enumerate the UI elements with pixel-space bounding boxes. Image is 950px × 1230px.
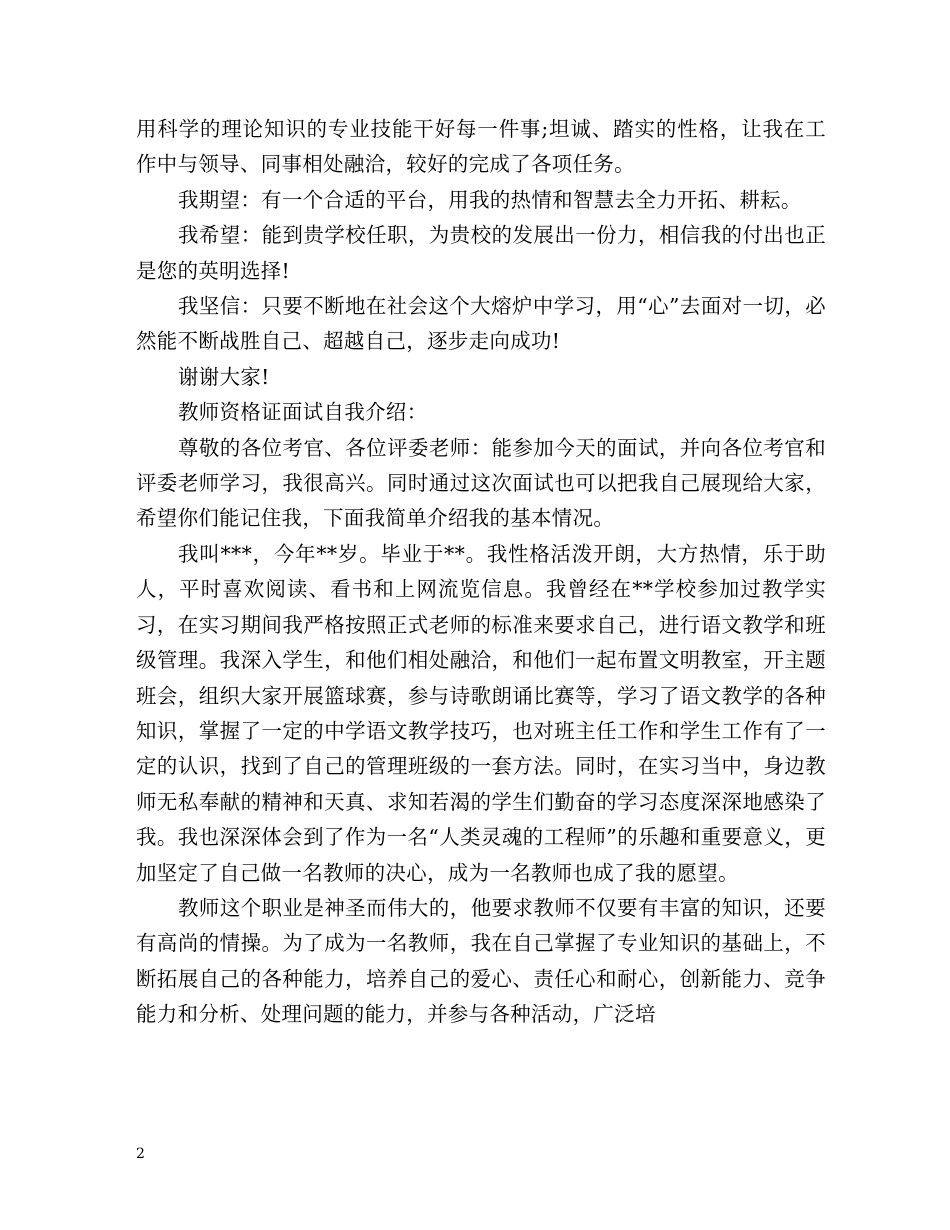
section-heading: 教师资格证面试自我介绍： [178, 400, 428, 425]
paragraph-8: 我叫***，今年**岁。毕业于**。我性格活泼开朗，大方热情，乐于助人，平时喜欢阅读、看书和上网流览信息。我曾经在**学校参加过教学实习，在实习期间我严格按照正式老师的标准来要求自己，进行语文教学和班级管理。我深入学生，和他们相处融洽，和他们一起布置文明教室，开主题班会，组织大家开展篮球赛，参与诗歌朗诵比赛等，学习了语文教学的各种知识，掌握了一定的中学语文教学技巧，也对班主任工作和学生工作有了一定的认识，找到了自己的管理班级的一套方法。同时，在实习当中，身边教师无私奉献的精神和天真、求知若渴的学生们勤奋的学习态度深深地感染了我。我也深深体会到了作为一名“人类灵魂的工程师”的乐趣和重要意义，更加坚定了自己做一名教师的决心，成为一名教师也成了我的愿望。 [136, 541, 826, 885]
paragraph-1: 用科学的理论知识的专业技能干好每一件事;坦诚、踏实的性格，让我在工作中与领导、同事相处融洽，较好的完成了各项任务。 [136, 117, 826, 177]
paragraph-3: 我希望：能到贵学校任职，为贵校的发展出一份力，相信我的付出也正是您的英明选择! [136, 223, 826, 283]
paragraph-7: 尊敬的各位考官、各位评委老师：能参加今天的面试，并向各位考官和评委老师学习，我很高兴。同时通过这次面试也可以把我自己展现给大家，希望你们能记住我，下面我简单介绍我的基本情况。 [136, 435, 826, 531]
paragraph-9: 教师这个职业是神圣而伟大的，他要求教师不仅要有丰富的知识，还要有高尚的情操。为了成为一名教师，我在自己掌握了专业知识的基础上，不断拓展自己的各种能力，培养自己的爱心、责任心和耐心，创新能力、竞争能力和分析、处理问题的能力，并参与各种活动，广泛培 [136, 895, 826, 1027]
paragraph-5: 谢谢大家! [178, 364, 270, 389]
paragraph-4: 我坚信：只要不断地在社会这个大熔炉中学习，用“心”去面对一切，必然能不断战胜自己、超越自己，逐步走向成功! [136, 294, 826, 354]
paragraph-2: 我期望：有一个合适的平台，用我的热情和智慧去全力开拓、耕耘。 [178, 187, 802, 212]
page-number: 2 [136, 1146, 145, 1162]
document-body [136, 112, 826, 1033]
